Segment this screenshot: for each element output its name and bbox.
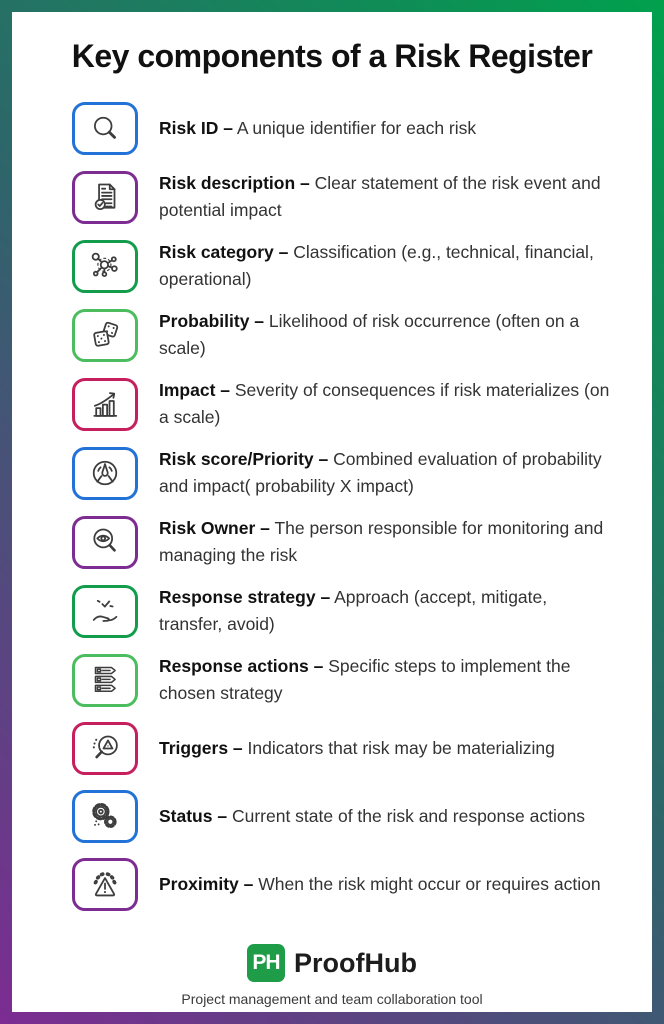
item-description: Likelihood of risk occurrence (often on a scale) (159, 311, 580, 358)
item-label: Risk Owner – (159, 518, 270, 538)
dice-icon (86, 316, 124, 354)
network-icon (86, 247, 124, 285)
proofhub-logo-text: PH (252, 951, 280, 974)
icon-box (72, 171, 138, 224)
icon-box (72, 102, 138, 155)
growth-chart-icon (86, 385, 124, 423)
list-item-triggers (72, 722, 626, 775)
list-item-status (72, 790, 626, 843)
infographic-card (12, 12, 652, 1012)
magnifier-icon (86, 110, 124, 148)
item-description: Current state of the risk and response actions (231, 806, 586, 826)
item-label: Risk category – (159, 242, 289, 262)
list-item-probability (72, 308, 626, 362)
icon-box (72, 516, 138, 569)
eye-magnifier-icon (86, 523, 124, 561)
item-description: The person responsible for monitoring and managing the risk (159, 518, 604, 565)
item-description: When the risk might occur or requires action (258, 874, 601, 894)
item-label: Risk ID – (159, 118, 233, 138)
item-label: Probability – (159, 311, 265, 331)
brand-name: ProofHub (294, 947, 417, 978)
item-description: Clear statement of the risk event and potential impact (159, 173, 601, 220)
item-description: Combined evaluation of probability and impact( probability X impact) (159, 449, 602, 496)
item-label: Risk score/Priority – (159, 449, 329, 469)
list-item-response-actions (72, 653, 626, 707)
item-description: Indicators that risk may be materializing (247, 738, 555, 758)
list-item-risk-owner (72, 515, 626, 569)
page-title: Key components of a Risk Register (71, 38, 593, 74)
item-label: Risk description – (159, 173, 310, 193)
item-label: Response actions – (159, 656, 324, 676)
document-check-icon (86, 178, 124, 216)
icon-box (72, 309, 138, 362)
item-label: Proximity – (159, 874, 254, 894)
footer (12, 944, 652, 1007)
icon-box (72, 447, 138, 500)
icon-box (72, 722, 138, 775)
list-item-response-strategy (72, 584, 626, 638)
brand-line (247, 944, 417, 982)
list-item-risk-category (72, 239, 626, 293)
item-description: Specific steps to implement the chosen strategy (159, 656, 571, 703)
item-label: Status – (159, 806, 228, 826)
item-description: Classification (e.g., technical, financial, operational) (159, 242, 594, 289)
hand-check-icon (86, 592, 124, 630)
item-label: Triggers – (159, 738, 243, 758)
gauge-icon (86, 454, 124, 492)
brand-tagline: Project management and team collaboration tool (181, 991, 483, 1007)
stacked-tags-icon (86, 661, 124, 699)
icon-box (72, 654, 138, 707)
list-item-impact (72, 377, 626, 431)
warning-triangle-icon (86, 866, 124, 904)
item-description: Approach (accept, mitigate, transfer, avoid) (159, 587, 548, 634)
icon-box (72, 240, 138, 293)
icon-box (72, 858, 138, 911)
icon-box (72, 790, 138, 843)
icon-box (72, 378, 138, 431)
icon-box (72, 585, 138, 638)
list-item-proximity (72, 858, 626, 911)
list-item-risk-description (72, 170, 626, 224)
gears-icon (86, 798, 124, 836)
item-label: Impact – (159, 380, 230, 400)
item-description: Severity of consequences if risk materializes (on a scale) (159, 380, 610, 427)
list-item-risk-id (72, 102, 626, 155)
alert-magnifier-icon (86, 730, 124, 768)
item-description: A unique identifier for each risk (236, 118, 477, 138)
list-item-risk-score (72, 446, 626, 500)
item-label: Response strategy – (159, 587, 331, 607)
proofhub-logo (247, 944, 285, 982)
risk-components-list (12, 102, 652, 926)
